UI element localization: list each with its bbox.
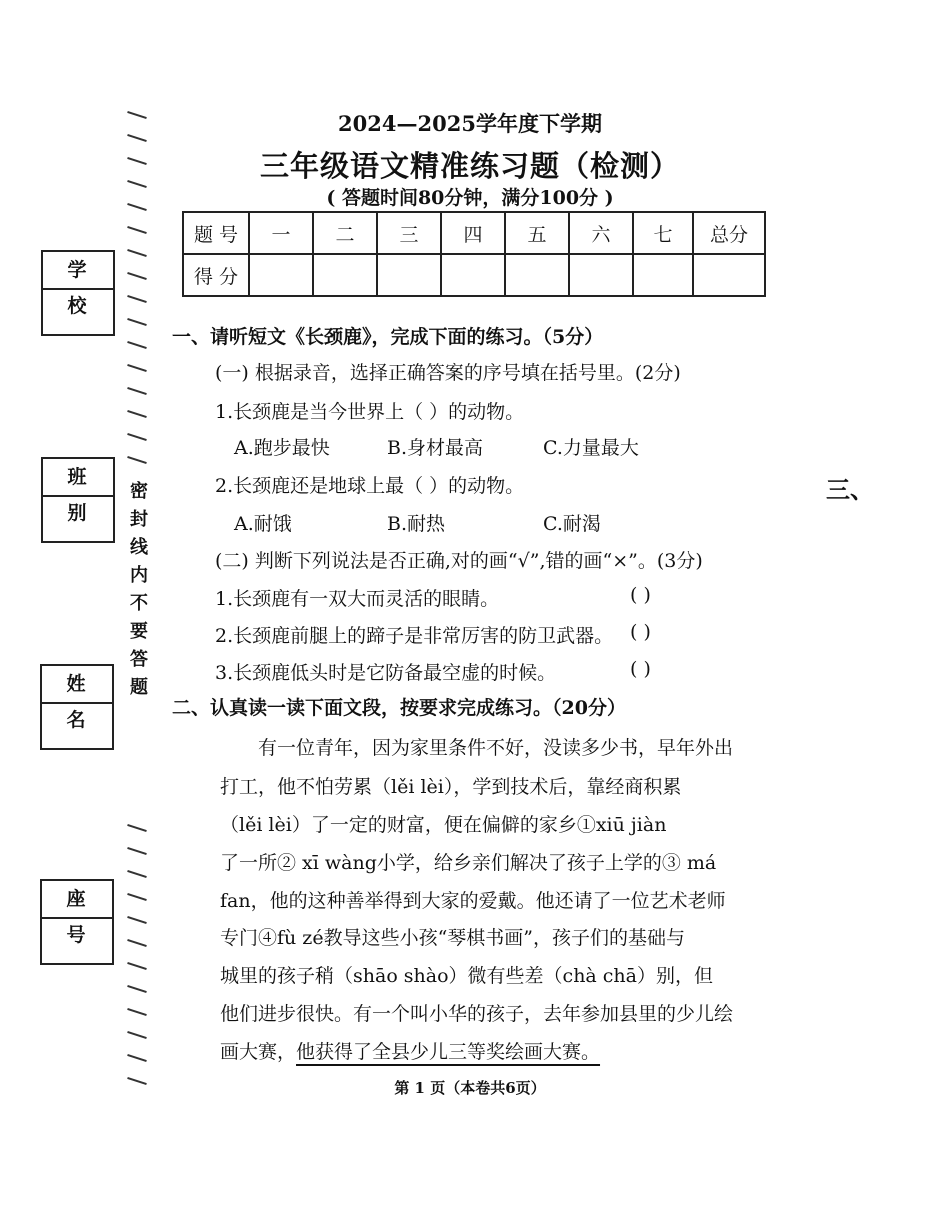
seal-char: 答 xyxy=(130,649,148,670)
score-table-col: 总分 xyxy=(693,212,765,254)
judge-bracket-2[interactable]: ( ) xyxy=(630,621,651,643)
score-table-col: 六 xyxy=(569,212,633,254)
seal-dash xyxy=(127,341,147,349)
seal-dash xyxy=(127,893,147,901)
class-label: 班 别 xyxy=(43,459,113,497)
name-box xyxy=(40,664,114,750)
seal-dash xyxy=(127,226,147,234)
score-table-score-row xyxy=(183,254,765,296)
q1-option-b[interactable]: B.身材最高 xyxy=(387,437,484,459)
score-table-col: 五 xyxy=(505,212,569,254)
seal-dash xyxy=(127,387,147,395)
q2-option-a[interactable]: A.耐饿 xyxy=(234,513,292,535)
judge-bracket-3[interactable]: ( ) xyxy=(630,658,651,680)
page-title: 三年级语文精准练习题（检测） xyxy=(259,149,680,183)
passage-line-4: 了一所② xī wàng小学，给乡亲们解决了孩子上学的③ má xyxy=(220,852,717,874)
passage-line-9-prefix: 画大赛， xyxy=(220,1041,297,1063)
seal-dash xyxy=(127,318,147,326)
q2-option-b[interactable]: B.耐热 xyxy=(387,513,446,535)
passage-line-6: 专门④fù zé教导这些小孩“琴棋书画”，孩子们的基础与 xyxy=(220,927,685,949)
passage-line-3: （lěi lèi）了一定的财富，便在偏僻的家乡①xiū jiàn xyxy=(220,814,667,836)
passage-line-7: 城里的孩子稍（shāo shào）微有些差（chà chā）别，但 xyxy=(220,965,713,987)
seal-dash xyxy=(127,295,147,303)
seal-dash xyxy=(127,916,147,924)
score-table-col: 四 xyxy=(441,212,505,254)
score-table-col: 三 xyxy=(377,212,441,254)
seal-char: 线 xyxy=(130,537,148,558)
judge-item-2: 2.长颈鹿前腿上的蹄子是非常厉害的防卫武器。 xyxy=(215,625,614,647)
seal-char: 题 xyxy=(130,677,148,698)
question-2: 2.长颈鹿还是地球上最（ ）的动物。 xyxy=(215,475,525,497)
name-label: 姓 名 xyxy=(42,666,112,704)
section1-heading: 一、请听短文《长颈鹿》，完成下面的练习。（5分） xyxy=(172,326,604,348)
seal-dash xyxy=(127,364,147,372)
seal-char: 密 xyxy=(130,481,148,502)
score-table-col: 七 xyxy=(633,212,693,254)
seal-char: 封 xyxy=(130,509,148,530)
seal-dash xyxy=(127,847,147,855)
part1-heading: (一) 根据录音，选择正确答案的序号填在括号里。(2分) xyxy=(215,362,681,384)
passage-line-8: 他们进步很快。有一个叫小华的孩子，去年参加县里的少儿绘 xyxy=(220,1003,734,1025)
seal-dash xyxy=(127,272,147,280)
seal-dash xyxy=(127,249,147,257)
judge-item-1: 1.长颈鹿有一双大而灵活的眼睛。 xyxy=(215,588,500,610)
score-table-col: 二 xyxy=(313,212,377,254)
part2-heading: (二) 判断下列说法是否正确,对的画“√”,错的画“×”。(3分) xyxy=(215,550,703,572)
seal-dash xyxy=(127,962,147,970)
seal-dash xyxy=(127,824,147,832)
score-table-col: 一 xyxy=(249,212,313,254)
seal-dash xyxy=(127,456,147,464)
term-title: 2024—2025学年度下学期 xyxy=(338,111,602,136)
seal-text xyxy=(129,478,149,702)
score-cell[interactable] xyxy=(377,254,441,296)
judge-bracket-1[interactable]: ( ) xyxy=(630,584,651,606)
score-table-label: 得 分 xyxy=(183,254,249,296)
score-table-header-row xyxy=(183,212,765,254)
seal-char: 不 xyxy=(130,593,148,614)
school-label: 学 校 xyxy=(43,252,113,290)
score-table-label: 题 号 xyxy=(183,212,249,254)
page-footer: 第 1 页（本卷共6页） xyxy=(394,1079,546,1097)
score-cell[interactable] xyxy=(693,254,765,296)
seal-char: 内 xyxy=(130,565,148,586)
q1-option-c[interactable]: C.力量最大 xyxy=(543,437,639,459)
q1-option-a[interactable]: A.跑步最快 xyxy=(234,437,330,459)
score-cell[interactable] xyxy=(441,254,505,296)
score-cell[interactable] xyxy=(633,254,693,296)
seal-dash xyxy=(127,939,147,947)
score-cell[interactable] xyxy=(313,254,377,296)
seal-dash xyxy=(127,1031,147,1039)
passage-line-5: fan，他的这种善举得到大家的爱戴。他还请了一位艺术老师 xyxy=(220,890,726,912)
section2-heading: 二、认真读一读下面文段，按要求完成练习。（20分） xyxy=(172,697,626,719)
seal-dash xyxy=(127,985,147,993)
passage-line-1: 有一位青年，因为家里条件不好，没读多少书，早年外出 xyxy=(258,737,734,759)
next-page-edge-text: 三、 xyxy=(826,475,874,504)
question-1: 1.长颈鹿是当今世界上（ ）的动物。 xyxy=(215,401,525,423)
seal-dash xyxy=(127,410,147,418)
seal-dash xyxy=(127,1008,147,1016)
q2-option-c[interactable]: C.耐渴 xyxy=(543,513,601,535)
underlined-sentence: 他获得了全县少儿三等奖绘画大赛。 xyxy=(296,1041,601,1063)
class-box xyxy=(41,457,115,543)
seal-dash xyxy=(127,1054,147,1062)
score-cell[interactable] xyxy=(249,254,313,296)
score-cell[interactable] xyxy=(505,254,569,296)
passage-line-9 xyxy=(220,1037,600,1064)
exam-info: ( 答题时间80分钟，满分100分 ) xyxy=(326,187,614,209)
score-table xyxy=(182,211,766,297)
passage-line-2: 打工，他不怕劳累（lěi lèi），学到技术后，靠经商积累 xyxy=(220,776,682,798)
judge-item-3: 3.长颈鹿低头时是它防备最空虚的时候。 xyxy=(215,662,557,684)
seal-dash xyxy=(127,433,147,441)
seat-box xyxy=(40,879,114,965)
seal-dash xyxy=(127,870,147,878)
school-box xyxy=(41,250,115,336)
seal-char: 要 xyxy=(130,621,148,642)
seat-label: 座 号 xyxy=(42,881,112,919)
score-cell[interactable] xyxy=(569,254,633,296)
